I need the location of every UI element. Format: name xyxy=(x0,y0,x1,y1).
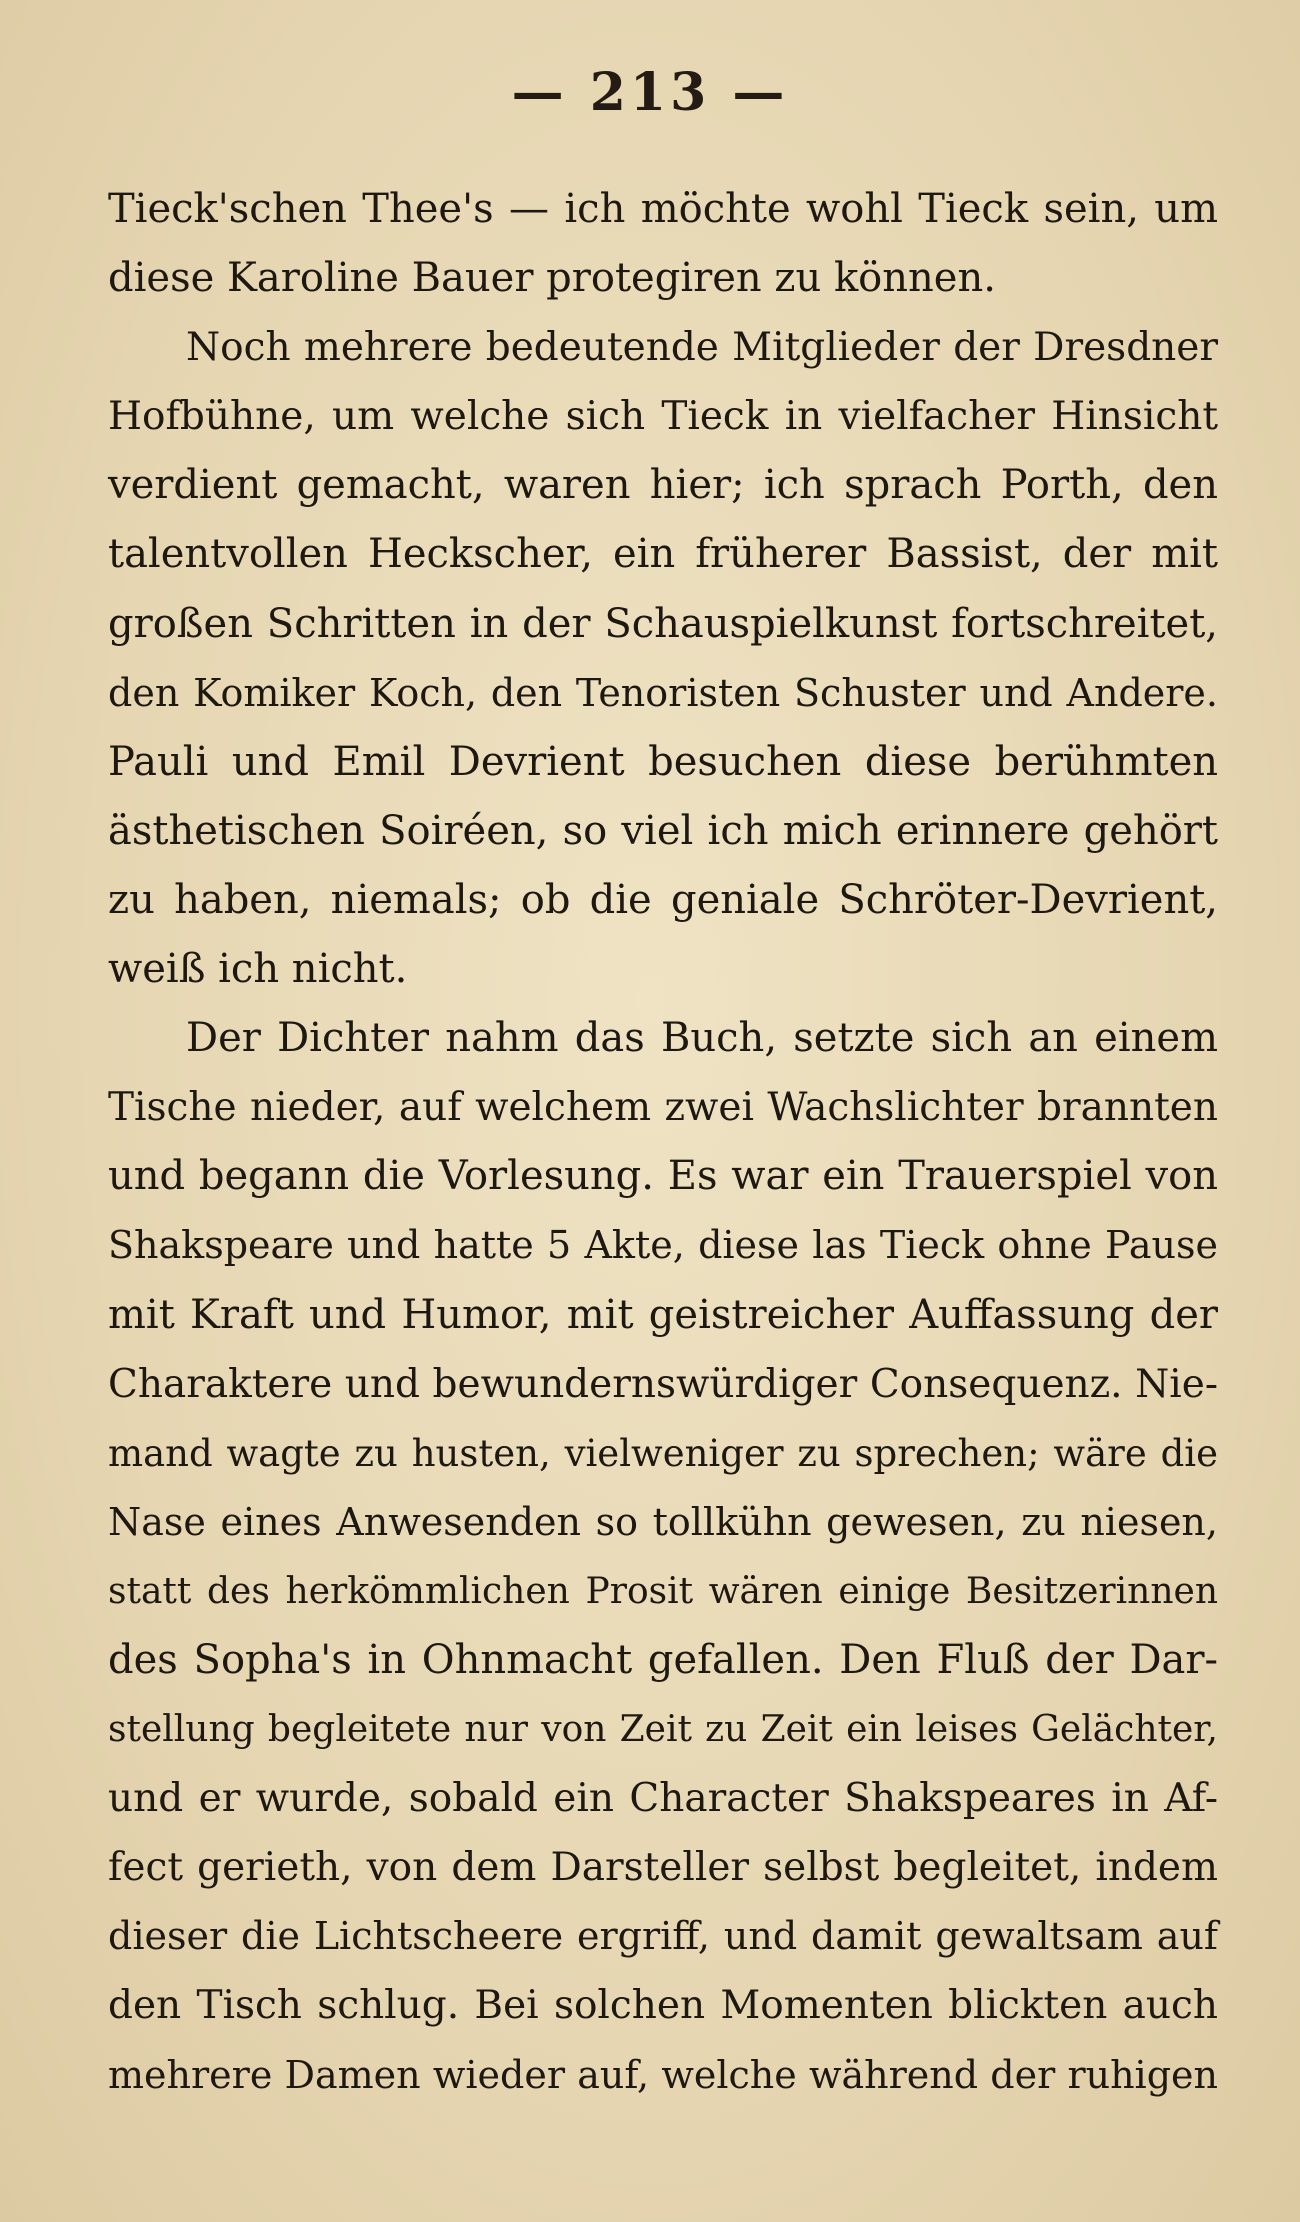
text-line: Tieck'schen Thee's — ich möchte wohl Tieck sein, um xyxy=(108,186,1218,232)
text-line: Tische nieder, auf welchem zwei Wachslichter brannten xyxy=(108,1085,1218,1131)
text-line: und begann die Vorlesung. Es war ein Trauerspiel von xyxy=(108,1153,1218,1200)
text-line: mand wagte zu husten, vielweniger zu sprechen; wäre die xyxy=(108,1431,1218,1475)
body-text xyxy=(108,175,1218,2110)
text-line: Hofbühne, um welche sich Tieck in vielfacher Hinsicht xyxy=(108,394,1218,440)
text-line: Nase eines Anwesenden so tollkühn gewesen, zu niesen, xyxy=(108,1499,1218,1544)
text-line: verdient gemacht, waren hier; ich sprach Porth, den xyxy=(108,462,1218,509)
text-line: ästhetischen Soiréen, so viel ich mich erinnere gehört xyxy=(108,807,1218,854)
text-line: zu haben, niemals; ob die geniale Schröter-Devrient, xyxy=(108,876,1218,923)
text-line: Pauli und Emil Devrient besuchen diese berühmten xyxy=(108,738,1218,785)
text-line: weiß ich nicht. xyxy=(108,946,408,993)
text-line: Der Dichter nahm das Buch, setzte sich an einem xyxy=(186,1015,1218,1062)
text-line: fect gerieth, von dem Darsteller selbst begleitet, indem xyxy=(108,1845,1218,1891)
text-line: diese Karoline Bauer protegiren zu können. xyxy=(108,255,996,302)
text-line: den Komiker Koch, den Tenoristen Schuster und Andere. xyxy=(108,670,1218,715)
text-line: Shakspeare und hatte 5 Akte, diese las Tieck ohne Pause xyxy=(108,1223,1218,1268)
text-line: und er wurde, sobald ein Character Shakspeares in Af- xyxy=(108,1776,1218,1822)
text-line: großen Schritten in der Schauspielkunst fortschreitet, xyxy=(108,600,1218,647)
text-line: Noch mehrere bedeutende Mitglieder der Dresdner xyxy=(186,325,1218,371)
text-line: stellung begleitete nur von Zeit zu Zeit ein leises Gelächter, xyxy=(108,1709,1218,1751)
page-number: — 213 — xyxy=(511,62,789,123)
text-line: Charaktere und bewundernswürdiger Consequenz. Nie- xyxy=(108,1361,1218,1407)
text-line: den Tisch schlug. Bei solchen Momenten blickten auch xyxy=(108,1983,1218,2029)
text-line: dieser die Lichtscheere ergriff, und damit gewaltsam auf xyxy=(108,1914,1218,1959)
text-line: mehrere Damen wieder auf, welche während der ruhigen xyxy=(108,2052,1218,2097)
text-line: mit Kraft und Humor, mit geistreicher Auffassung der xyxy=(108,1291,1218,1338)
text-line: statt des herkömmlichen Prosit wären einige Besitzerinnen xyxy=(108,1570,1218,1612)
text-line: talentvollen Heckscher, ein früherer Bassist, der mit xyxy=(108,531,1218,578)
text-line: des Sopha's in Ohnmacht gefallen. Den Fluß der Dar- xyxy=(108,1636,1218,1683)
